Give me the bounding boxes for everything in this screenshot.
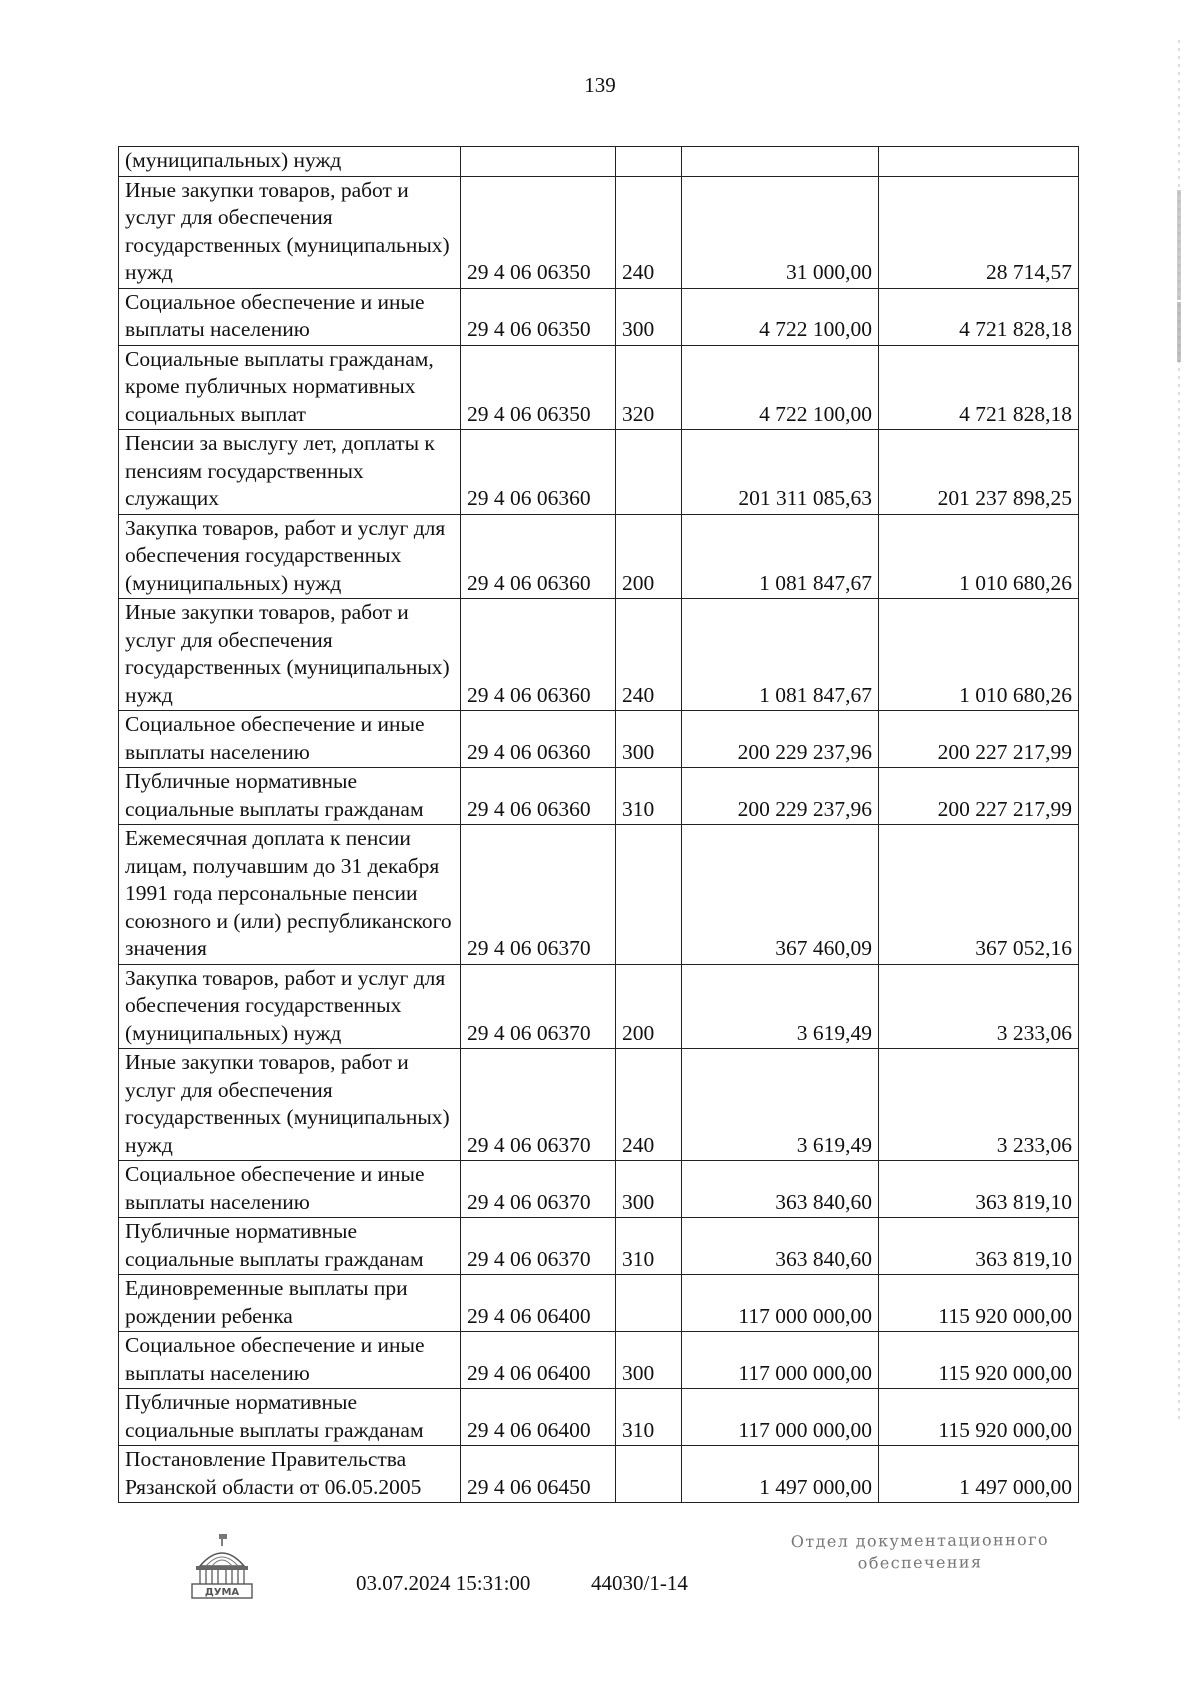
table-row [119,1218,1079,1275]
stamp-line-2: обеспечения [857,1552,983,1573]
table-row [119,599,1079,711]
row-exec-amount-cell: 1 010 680,26 [879,599,1079,711]
table-row [119,711,1079,768]
row-name-cell: Единовременные выплаты при рождении ребенка [119,1275,461,1332]
row-vr-cell: 300 [616,1332,682,1389]
row-exec-amount-cell: 201 237 898,25 [879,430,1079,515]
row-name-cell: Социальное обеспечение и иные выплаты населению [119,288,461,345]
table-row [119,345,1079,430]
row-name-cell: Иные закупки товаров, работ и услуг для обеспечения государственных (муниципальных) нужд [119,1049,461,1161]
row-name-cell: Социальное обеспечение и иные выплаты населению [119,1332,461,1389]
row-csr-cell: 29 4 06 06350 [461,288,616,345]
row-csr-cell: 29 4 06 06450 [461,1446,616,1503]
row-csr-cell: 29 4 06 06350 [461,176,616,288]
row-plan-amount-cell: 117 000 000,00 [682,1389,879,1446]
row-exec-amount-cell: 200 227 217,99 [879,711,1079,768]
row-exec-amount-cell: 28 714,57 [879,176,1079,288]
row-exec-amount-cell [879,147,1079,177]
table-row [119,1332,1079,1389]
row-name-cell: Закупка товаров, работ и услуг для обеспечения государственных (муниципальных) нужд [119,514,461,599]
row-vr-cell [616,1275,682,1332]
row-plan-amount-cell: 3 619,49 [682,964,879,1049]
logo-text: ДУМА [204,1587,240,1598]
row-name-cell: Иные закупки товаров, работ и услуг для обеспечения государственных (муниципальных) нужд [119,176,461,288]
row-vr-cell [616,825,682,965]
row-plan-amount-cell: 31 000,00 [682,176,879,288]
stamp-line-1: Отдел документационного [790,1529,1050,1552]
row-plan-amount-cell [682,147,879,177]
table-row [119,514,1079,599]
row-csr-cell: 29 4 06 06360 [461,768,616,825]
table-row [119,288,1079,345]
row-vr-cell: 310 [616,1389,682,1446]
row-csr-cell: 29 4 06 06400 [461,1332,616,1389]
budget-table [118,146,1079,1503]
row-plan-amount-cell: 1 081 847,67 [682,599,879,711]
table-row [119,1049,1079,1161]
row-exec-amount-cell: 363 819,10 [879,1161,1079,1218]
row-plan-amount-cell: 200 229 237,96 [682,768,879,825]
row-exec-amount-cell: 115 920 000,00 [879,1275,1079,1332]
row-csr-cell: 29 4 06 06370 [461,1161,616,1218]
row-plan-amount-cell: 201 311 085,63 [682,430,879,515]
row-exec-amount-cell: 115 920 000,00 [879,1389,1079,1446]
row-csr-cell: 29 4 06 06370 [461,1218,616,1275]
table-row [119,1389,1079,1446]
row-vr-cell: 240 [616,176,682,288]
row-plan-amount-cell: 3 619,49 [682,1049,879,1161]
row-name-cell: Постановление Правительства Рязанской области от 06.05.2005 [119,1446,461,1503]
row-exec-amount-cell: 4 721 828,18 [879,288,1079,345]
row-name-cell: Публичные нормативные социальные выплаты гражданам [119,1218,461,1275]
row-exec-amount-cell: 4 721 828,18 [879,345,1079,430]
table-row [119,1446,1079,1503]
row-csr-cell: 29 4 06 06360 [461,599,616,711]
department-stamp [760,1529,1080,1576]
row-name-cell: Публичные нормативные социальные выплаты гражданам [119,1389,461,1446]
row-csr-cell: 29 4 06 06370 [461,1049,616,1161]
page-number: 139 [584,73,616,97]
table-row [119,430,1079,515]
table-row [119,825,1079,965]
row-csr-cell [461,147,616,177]
row-exec-amount-cell: 3 233,06 [879,964,1079,1049]
budget-table-body [119,147,1079,1503]
row-csr-cell: 29 4 06 06360 [461,514,616,599]
row-plan-amount-cell: 200 229 237,96 [682,711,879,768]
table-row [119,1275,1079,1332]
row-vr-cell: 310 [616,1218,682,1275]
row-csr-cell: 29 4 06 06370 [461,964,616,1049]
row-plan-amount-cell: 117 000 000,00 [682,1332,879,1389]
row-exec-amount-cell: 1 497 000,00 [879,1446,1079,1503]
footer-date: 03.07.2024 15:31:00 [356,1571,531,1595]
row-plan-amount-cell: 117 000 000,00 [682,1275,879,1332]
row-exec-amount-cell: 367 052,16 [879,825,1079,965]
scan-edge-artifact [1176,40,1182,1420]
duma-logo-icon [186,1532,258,1604]
row-name-cell: Закупка товаров, работ и услуг для обеспечения государственных (муниципальных) нужд [119,964,461,1049]
row-vr-cell: 200 [616,514,682,599]
row-vr-cell [616,430,682,515]
row-csr-cell: 29 4 06 06360 [461,430,616,515]
row-vr-cell: 240 [616,599,682,711]
row-exec-amount-cell: 200 227 217,99 [879,768,1079,825]
row-vr-cell [616,1446,682,1503]
row-plan-amount-cell: 367 460,09 [682,825,879,965]
row-plan-amount-cell: 363 840,60 [682,1218,879,1275]
row-plan-amount-cell: 1 081 847,67 [682,514,879,599]
row-name-cell: (муниципальных) нужд [119,147,461,177]
row-name-cell: Публичные нормативные социальные выплаты гражданам [119,768,461,825]
row-vr-cell: 300 [616,711,682,768]
row-plan-amount-cell: 4 722 100,00 [682,288,879,345]
row-csr-cell: 29 4 06 06360 [461,711,616,768]
row-exec-amount-cell: 363 819,10 [879,1218,1079,1275]
row-vr-cell: 300 [616,288,682,345]
row-vr-cell: 300 [616,1161,682,1218]
table-row [119,147,1079,177]
row-vr-cell: 320 [616,345,682,430]
row-name-cell: Социальное обеспечение и иные выплаты населению [119,711,461,768]
row-name-cell: Иные закупки товаров, работ и услуг для обеспечения государственных (муниципальных) нужд [119,599,461,711]
row-plan-amount-cell: 363 840,60 [682,1161,879,1218]
row-plan-amount-cell: 4 722 100,00 [682,345,879,430]
row-csr-cell: 29 4 06 06370 [461,825,616,965]
row-plan-amount-cell: 1 497 000,00 [682,1446,879,1503]
table-row [119,1161,1079,1218]
row-csr-cell: 29 4 06 06400 [461,1389,616,1446]
row-vr-cell: 240 [616,1049,682,1161]
row-csr-cell: 29 4 06 06350 [461,345,616,430]
table-row [119,964,1079,1049]
row-name-cell: Ежемесячная доплата к пенсии лицам, получавшим до 31 декабря 1991 года персональные пенсии союзного и (или) республиканского значения [119,825,461,965]
row-name-cell: Пенсии за выслугу лет, доплаты к пенсиям государственных служащих [119,430,461,515]
row-vr-cell [616,147,682,177]
row-exec-amount-cell: 3 233,06 [879,1049,1079,1161]
table-row [119,768,1079,825]
row-name-cell: Социальные выплаты гражданам, кроме публичных нормативных социальных выплат [119,345,461,430]
row-name-cell: Социальное обеспечение и иные выплаты населению [119,1161,461,1218]
table-row [119,176,1079,288]
row-exec-amount-cell: 115 920 000,00 [879,1332,1079,1389]
row-vr-cell: 200 [616,964,682,1049]
row-vr-cell: 310 [616,768,682,825]
row-exec-amount-cell: 1 010 680,26 [879,514,1079,599]
footer-doc-number: 44030/1-14 [591,1571,688,1595]
row-csr-cell: 29 4 06 06400 [461,1275,616,1332]
